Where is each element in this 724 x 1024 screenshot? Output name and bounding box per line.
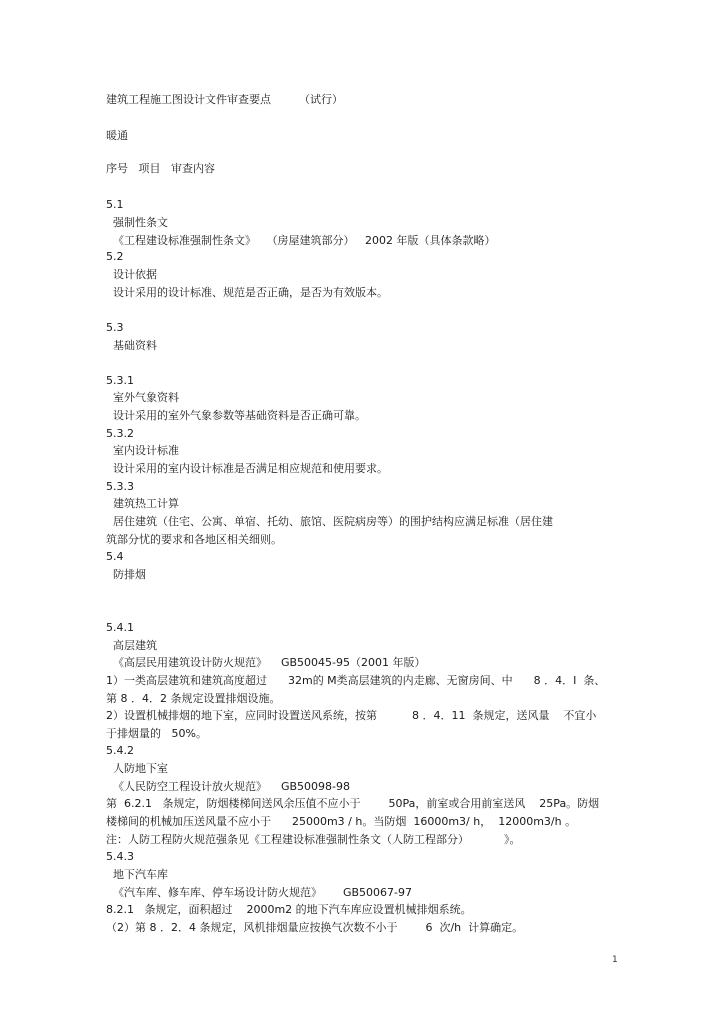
text-line: 第 6.2.1 条规定，防烟楼梯间送风余压值不应小于 50Pa，前室或合用前室送风 25Pa。防烟	[106, 797, 600, 810]
text-line: 设计采用的设计标准、规范是否正确，是否为有效版本。	[106, 286, 388, 299]
text-line: 2）设置机械排烟的地下室，应同时设置送风系统，按第 8 ．4．11 条规定，送风量 不宜小	[106, 709, 597, 722]
text-line: 注：人防工程防火规范强条见《工程建设标准强制性条文（人防工程部分） 》。	[106, 833, 521, 846]
text-line: 建筑热工计算	[106, 497, 179, 510]
text-line: 室内设计标准	[106, 444, 179, 457]
text-line: 5.4.1	[106, 621, 134, 634]
discipline-heading: 暖通	[106, 129, 128, 142]
text-line: 8.2.1 条规定，面积超过 2000m2 的地下汽车库应设置机械排烟系统。	[106, 903, 472, 916]
text-line: 第 8 ．4．2 条规定设置排烟设施。	[106, 692, 281, 705]
text-line: 《高层民用建筑设计防火规范》 GB50045-95（2001 年版）	[106, 656, 426, 669]
text-line: 5.4.3	[106, 850, 134, 863]
text-line: 筑部分忧的要求和各地区相关细则。	[106, 533, 282, 546]
text-line: 《人民防空工程设计放火规范》 GB50098-98	[106, 780, 351, 793]
text-line: 高层建筑	[106, 639, 157, 652]
text-line: 5.3.2	[106, 427, 134, 440]
text-line: 设计依据	[106, 268, 157, 281]
doc-title: 建筑工程施工图设计文件审查要点 （试行）	[106, 93, 343, 106]
text-line: 居住建筑（住宅、公寓、单宿、托幼、旅馆、医院病房等）的围护结构应满足标准（居住建	[106, 515, 553, 528]
text-line: 5.2	[106, 250, 124, 263]
text-line: 5.3.1	[106, 374, 134, 387]
table-header: 序号 项目 审查内容	[106, 162, 215, 175]
text-line: 防排烟	[106, 568, 146, 581]
text-line: 《工程建设标准强制性条文》 （房屋建筑部分） 2002 年版（具体条款略）	[106, 234, 496, 247]
text-line: 楼梯间的机械加压送风量不应小于 25000m3 / h。当防烟 16000m3/ h， 12000m3/h 。	[106, 815, 577, 828]
text-line: 强制性条文	[106, 216, 168, 229]
text-line: 5.3.3	[106, 480, 134, 493]
page-number: 1	[612, 955, 618, 965]
text-line: 地下汽车库	[106, 868, 168, 881]
text-line: 《汽车库、修车库、停车场设计防火规范》 GB50067-97	[106, 886, 413, 899]
text-line: 室外气象资料	[106, 391, 179, 404]
text-line: 5.1	[106, 198, 124, 211]
text-line: 人防地下室	[106, 762, 168, 775]
text-line: 设计采用的室内设计标准是否满足相应规范和使用要求。	[106, 462, 388, 475]
text-line: （2）第 8 ．2．4 条规定，风机排烟量应按换气次数不小于 6 次/h 计算确定。	[106, 921, 524, 934]
text-line: 设计采用的室外气象参数等基础资料是否正确可靠。	[106, 409, 366, 422]
text-line: 1）一类高层建筑和建筑高度超过 32m的 M类高层建筑的内走廊、无窗房间、中 8 ．4．I 条、	[106, 674, 606, 687]
text-line: 于排烟量的 50%。	[106, 727, 207, 740]
text-line: 基础资料	[106, 339, 157, 352]
text-line: 5.4	[106, 550, 124, 563]
text-line: 5.4.2	[106, 744, 134, 757]
text-line: 5.3	[106, 321, 124, 334]
